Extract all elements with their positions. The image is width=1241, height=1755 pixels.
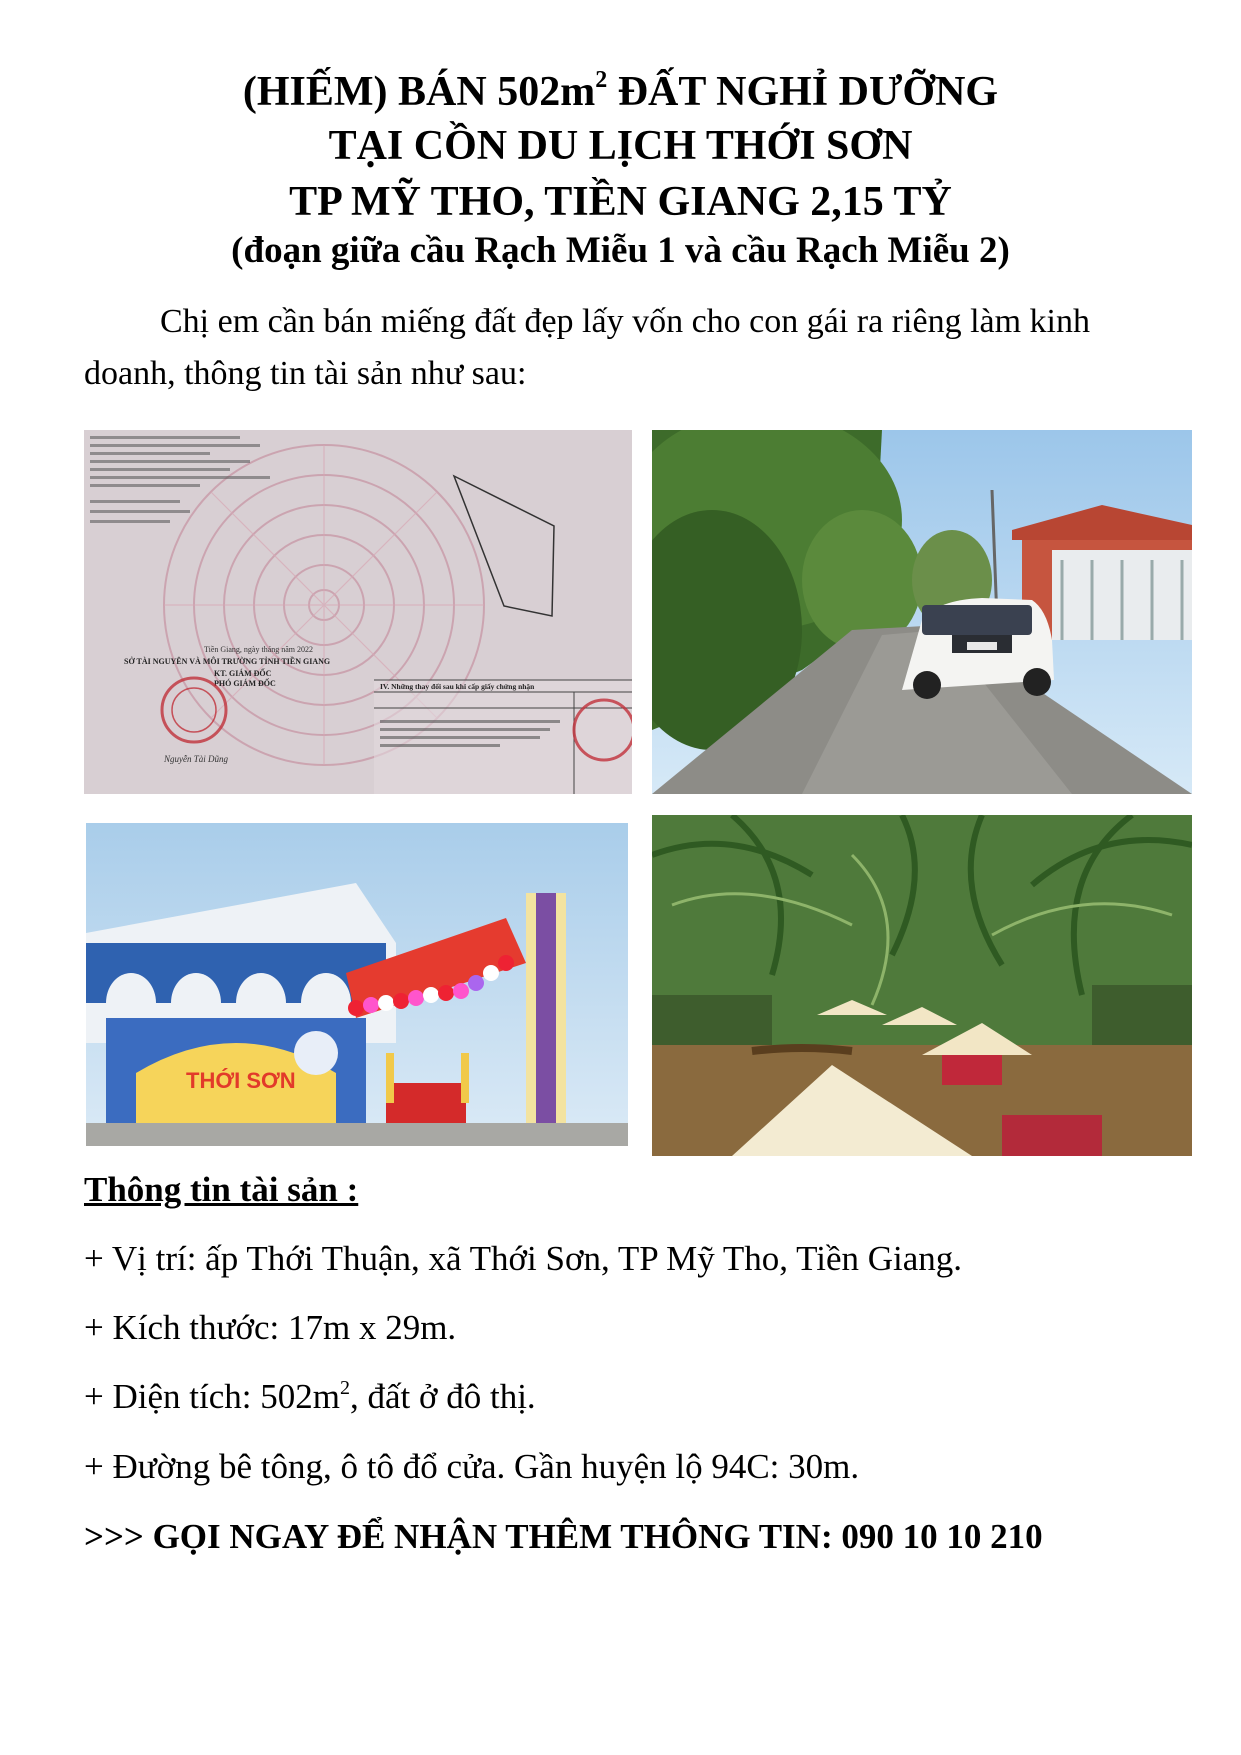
info-location: + Vị trí: ấp Thới Thuận, xã Thới Sơn, TP Mỹ Tho, Tiền Giang.	[84, 1239, 963, 1278]
intro-paragraph: Chị em cần bán miếng đất đẹp lấy vốn cho con gái ra riêng làm kinh doanh, thông tin tài sản như sau:	[84, 303, 1091, 392]
title-line-3: TP MỸ THO, TIỀN GIANG 2,15 TỶ	[289, 179, 952, 225]
title-superscript: 2	[595, 67, 608, 93]
land-certificate-photo	[84, 430, 632, 794]
info-area	[84, 1375, 536, 1419]
title-line-1	[0, 66, 1241, 118]
certificate-date: Tiền Giang, ngày tháng năm 2022	[204, 645, 314, 654]
info-area-tail: , đất ở đô thị.	[349, 1377, 536, 1416]
canal-photo	[652, 815, 1192, 1156]
certificate-box-title: IV. Những thay đổi sau khi cấp giấy chứng nhận	[380, 682, 535, 691]
certificate-signer: Nguyễn Tài Dũng	[164, 754, 228, 764]
school-sign-text: THỚI SƠN	[186, 1068, 296, 1093]
info-area-text: + Diện tích: 502m	[84, 1377, 340, 1416]
certificate-heading: SỞ TÀI NGUYÊN VÀ MÔI TRƯỜNG TỈNH TIỀN GIANG	[124, 657, 331, 666]
info-road: + Đường bê tông, ô tô đổ cửa. Gần huyện lộ 94C: 30m.	[84, 1447, 860, 1486]
title-line-2: TẠI CỒN DU LỊCH THỚI SƠN	[328, 123, 913, 169]
property-info-heading: Thông tin tài sản :	[84, 1170, 359, 1209]
title-line-1-tail: ĐẤT NGHỈ DƯỠNG	[607, 69, 999, 115]
school-photo	[86, 823, 628, 1146]
info-area-superscript: 2	[339, 1377, 350, 1399]
title-subtitle: (đoạn giữa cầu Rạch Miễu 1 và cầu Rạch Miễu 2)	[231, 230, 1010, 271]
certificate-sub-2: PHÓ GIÁM ĐỐC	[214, 679, 276, 688]
title-line-1-text: (HIẾM) BÁN 502m	[242, 69, 596, 115]
certificate-sub-1: KT. GIÁM ĐỐC	[214, 669, 272, 678]
info-size: + Kích thước: 17m x 29m.	[84, 1308, 457, 1347]
road-photo	[652, 430, 1192, 794]
call-to-action: >>> GỌI NGAY ĐỂ NHẬN THÊM THÔNG TIN: 090 10 10 210	[84, 1517, 1043, 1556]
